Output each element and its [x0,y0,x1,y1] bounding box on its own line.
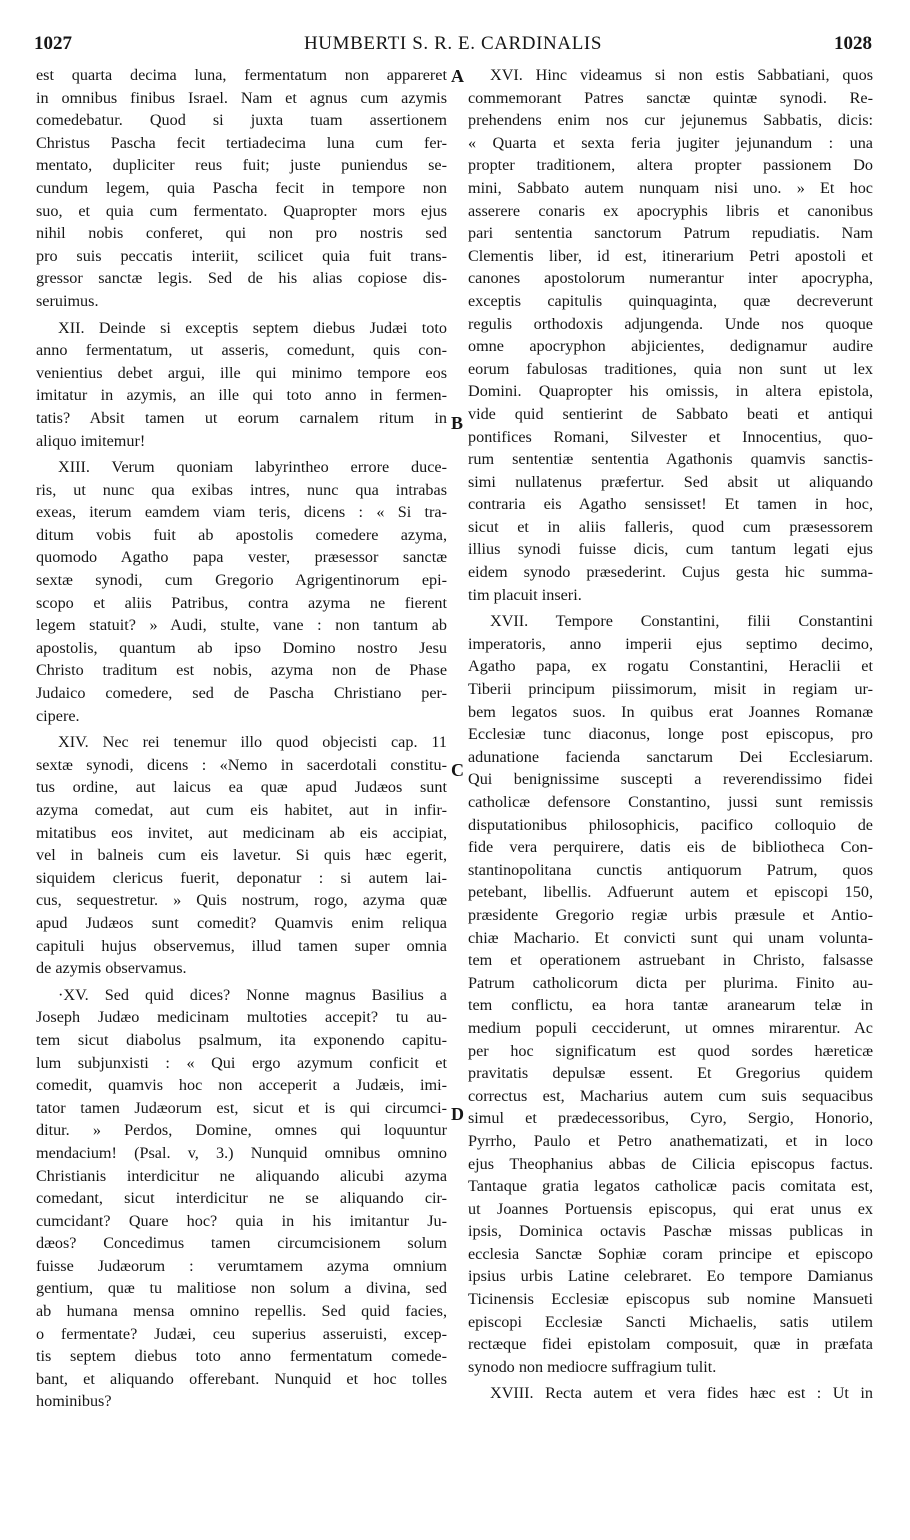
running-header [34,33,872,59]
text-line: Clementis liber, id est, itinerarium Petri apostoli et [468,246,873,265]
text-line: disputationibus philosophicis, pacifico colloquio de [468,815,873,834]
text-line: bant, et aliquando offerebant. Nunquid et hoc tolles [36,1369,447,1388]
text-line: Agatho papa, ex rogatu Constantini, Heraclii et [468,657,873,676]
text-line: illius synodi fuisse dicis, cum tantum legati ejus [468,540,873,559]
text-line: regulis orthodoxis adjungenda. Unde nos quoque [468,314,873,333]
text-line: nihil nobis conferet, qui non pro nostris sed [36,224,447,243]
margin-marker-a: A [451,66,464,86]
text-line: ut Joannes Portuensis episcopus, qui erat unus ex [468,1199,873,1218]
text-line: azyma comedat, aut cum eis habitet, aut in infir- [36,801,447,819]
text-line: mini, Sabbato autem nunquam nisi uno. » Et hoc [468,178,873,197]
text-line: gentium, quæ tu malitiose non solum a divina, sed [36,1279,447,1298]
text-line: omne apocryphon abjicientes, dedignamur audire [468,337,873,356]
text-line: cundum legem, quia Pascha fecit in tempore non [36,178,447,197]
text-line: bem legatos suos. In quibus erat Joannes Romanæ [468,702,873,721]
text-line: est quarta decima luna, fermentatum non appareret [36,66,447,84]
text-line: XII. Deinde si exceptis septem diebus Judæi toto [58,318,447,337]
text-line: in omnibus finibus Israel. Nam et agnus cum azymis [36,88,447,107]
text-line: Joseph Judæo medicinam multoties accepit? tu au- [36,1008,447,1027]
text-line: ·XV. Sed quid dices? Nonne magnus Basilius a [58,985,447,1004]
text-line: cus, sequestretur. » Quis nostrum, rogo, azyma quæ [36,891,447,910]
text-line: mitatibus eos invitet, aut medicinam ab eis accipiat, [36,823,447,842]
running-title: HUMBERTI S. R. E. CARDINALIS [303,33,603,54]
text-line: aliquo imitemur! [36,431,146,450]
text-line: eidem synodo præsederint. Cujus gesta hic summa- [468,563,873,582]
text-line: Domini. Quapropter his omissis, in altera epistola, [468,382,873,401]
text-line: Ecclesiæ tunc diaconus, longe post episcopus, pro [468,725,873,744]
text-line: tem sicut diabolus psalmum, ita exponendo capitu- [36,1030,447,1049]
text-line: pravitatis depulsæ essent. Et Gregorius quidem [468,1064,873,1083]
text-line: synodo non mediocre suffragium tulit. [468,1357,717,1376]
text-line: Christianis interdicitur ne aliquando alicubi azyma [36,1166,447,1185]
text-line: medium populi cecciderunt, ut omnes mirarentur. Ac [468,1018,873,1037]
text-line: siquidem clericus fuerit, deponatur : si autem lai- [36,868,447,887]
text-line: suo, et quia cum fermentato. Quapropter mors ejus [36,201,447,220]
text-line: apud Judæos sunt comedit? Quamvis enim reliqua [36,913,447,932]
text-line: rectæque fidei epistolam composuit, quæ in præfata [468,1335,873,1354]
text-line: cumcidant? Quare hoc? quia in his imitantur Ju- [36,1211,447,1230]
text-line: capituli hujus observemus, illud tamen super omnia [36,936,447,955]
text-line: ejus Theophanius abbas de Cilicia episcopus factus. [468,1154,873,1173]
text-line: catholicæ defensore Constantino, jussi sunt remissis [468,793,873,811]
text-line: gressor sanctæ legis. Sed de his alias copiose dis- [36,269,447,288]
text-line: mendacium! (Psal. v, 3.) Nunquid omnibus omnino [36,1143,447,1162]
text-line: imitatur in azymis, an ille qui toto anno in fermen- [36,386,447,405]
text-line: XVIII. Recta autem et vera fides hæc est : Ut in [490,1384,873,1403]
text-line: imperatoris, anno imperii ejus septimo decimo, [468,634,873,653]
text-line: propter traditionem, altera propter passionem Do [468,156,873,175]
left-text-column [36,64,447,1413]
text-line: anno fermentatum, ut asseris, comedunt, quis con- [36,341,447,360]
text-line: ipsis, Dominica octavis Paschæ missas publicas in [468,1222,873,1241]
text-line: tis septem diebus toto anno fermentatum comede- [36,1347,447,1366]
text-line: Pyrrho, Paulo et Petro anathematizati, et in loco [468,1131,873,1150]
text-line: prehendens enim nos cur jejunemus Sabbatis, dicis: [468,111,873,130]
text-line: ecclesia Sanctæ Sophiæ coram principe et episcopo [468,1244,873,1263]
text-line: simul et prædecessoribus, Cyro, Sergio, Honorio, [468,1109,873,1128]
text-line: asserere conaris ex apocryphis libris et canonibus [468,201,873,220]
margin-marker-d: D [451,1104,464,1124]
text-line: « Quarta et sexta feria jugiter jejunandum : una [468,133,873,152]
text-line: quomodo Agatho papa vester, præsessor sanctæ [36,548,447,567]
text-line: Patrum catholicorum dicta per plurima. Finito au- [468,973,873,992]
text-line: fuisse Judæorum : verumtamem azyma omnium [36,1256,447,1275]
text-line: canones apostolorum numerantur inter apocrypha, [468,269,873,288]
text-line: tator tamen Judæorum est, sicut et is qui circumci- [36,1098,447,1117]
text-line: Christus Pascha fecit tertiadecima luna cum fer- [36,133,447,152]
text-line: ris, ut nunc qua exibas intres, nunc qua intrabas [36,480,447,499]
text-line: comedant, sicut interdicitur ne se aliquando cir- [36,1189,447,1208]
text-line: seruimus. [36,291,99,310]
text-line: episcopi Ecclesiæ Sancti Michaelis, satis utilem [468,1312,873,1331]
text-line: tim placuit inseri. [468,585,582,604]
text-line: contraria eis Agatho sensisset! Et tamen in hoc, [468,495,873,514]
text-line: XVII. Tempore Constantini, filii Constantini [490,612,873,631]
text-line: lum subjunxisti : « Qui ergo azymum conficit et [36,1053,447,1072]
text-line: sextæ synodi, dicens : «Nemo in sacerdotali constitu- [36,755,447,774]
page-number-right: 1028 [834,33,872,54]
text-line: ipsius urbis Latine celebraret. Eo tempore Damianus [468,1267,873,1286]
text-line: adunatione facienda sanctarum Dei Ecclesiarum. [468,747,873,766]
text-line: tus ordine, aut laicus ea quæ apud Judæos sunt [36,778,447,797]
text-line: ab humana mensa omnino repellis. Sed quid facies, [36,1302,447,1321]
text-line: correctus est, Macharius autem cum suis sequacibus [468,1086,873,1105]
text-line: sextæ synodi, cum Gregorio Agrigentinorum epi- [36,571,447,590]
text-line: dæos? Concedimus tamen circumcisionem solum [36,1234,447,1253]
margin-marker-c: C [451,760,464,780]
margin-marker-b: B [451,413,464,433]
text-line: commemorant Patres sanctæ quintæ synodi. Re- [468,88,873,107]
text-line: pro suis peccatis interiit, scilicet quia fuit trans- [36,246,447,265]
text-line: apostolis, quantum ab ipso Domino nostro Jesu [36,638,447,657]
text-line: mentato, dupliciter reus fuit; juste puniendus se- [36,156,447,175]
text-line: petebant, libellis. Adfuerunt autem et episcopi 150, [468,883,873,902]
text-line: pontifices Romani, Silvester et Innocentius, quo- [468,427,873,446]
text-line: legem statuit? » Audi, stulte, vane : non tantum ab [36,616,447,635]
text-line: hominibus? [36,1392,112,1411]
right-text-column [468,64,873,1405]
page-number-left: 1027 [34,33,72,54]
text-line: XIII. Verum quoniam labyrintheo errore duce- [58,458,447,477]
text-line: præsidente Gregorio regiæ urbis præsule et Antio- [468,905,873,924]
text-line: ditum vobis fuit ab apostolis comedere azyma, [36,525,447,544]
text-line: chiæ Machario. Et convicti sunt qui unam volunta- [468,928,873,947]
text-line: rum sententiæ sententia Agathonis quamvis sanctis- [468,450,873,469]
text-line: Tantaque gratia legatos catholicæ pacis comitata est, [468,1177,873,1196]
text-line: scopo et aliis Patribus, contra azyma ne fierent [36,593,447,612]
text-line: exceptis capitulis quinquaginta, quæ decreverunt [468,291,873,310]
text-line: Judaico comedere, sed de Pascha Christiano per- [36,684,447,703]
text-line: Christo traditum est nobis, azyma non de Phase [36,661,447,680]
text-line: o fermentate? Judæi, ceu superius asseruisti, excep- [36,1324,447,1343]
text-line: de azymis observamus. [36,959,187,978]
text-line: simi nullatenus præfertur. Sed absit ut aliquando [468,472,873,491]
text-line: comedebatur. Quod si juxta tuam assertionem [36,111,447,130]
text-line: per hoc significatum est quod sordes hæreticæ [468,1041,873,1060]
text-line: XVI. Hinc videamus si non estis Sabbatiani, quos [490,66,873,84]
text-line: ditur. » Perdos, Domine, omnes qui loquuntur [36,1121,447,1140]
text-line: eorum fabulosas traditiones, quia non sunt ut lex [468,359,873,378]
text-line: Tiberii principum piissimorum, misit in regiam ur- [468,680,873,699]
text-line: exeas, iterum eamdem viam teris, dicens : « Si tra- [36,503,447,522]
text-line: XIV. Nec rei tenemur illo quod objecisti cap. 11 [58,733,447,752]
text-line: vide quid sentierint de Sabbato beati et antiqui [468,404,873,423]
text-line: sicut et in aliis falleris, quod cum præsessorem [468,517,873,536]
text-line: cipere. [36,706,80,725]
text-line: tatis? Absit tamen ut eorum carnalem ritum in [36,408,447,427]
text-line: vel in balneis cum eis lavetur. Si quis hæc egerit, [36,846,447,865]
text-line: fide vera perquirere, datis eis de bibliotheca Con- [468,838,873,857]
text-line: comedit, quamvis hoc non acceperit a Judæis, imi- [36,1076,447,1095]
text-line: venientius debet argui, ille qui minimo tempore eos [36,363,447,382]
text-line: Qui benignissime suscepti a reverendissimo fidei [468,770,873,789]
text-line: pari sententia sanctorum Patrum repudiatis. Nam [468,224,873,243]
text-line: tem conflictu, ea hora tantæ aranearum telæ in [468,996,873,1015]
text-line: stantinopolitana cunctis antiquorum Patrum, quos [468,860,873,879]
text-line: Ticinensis Ecclesiæ episcopus sub nomine Mansueti [468,1290,873,1309]
text-line: tem et operationem astruebant in Christo, falsasse [468,951,873,970]
